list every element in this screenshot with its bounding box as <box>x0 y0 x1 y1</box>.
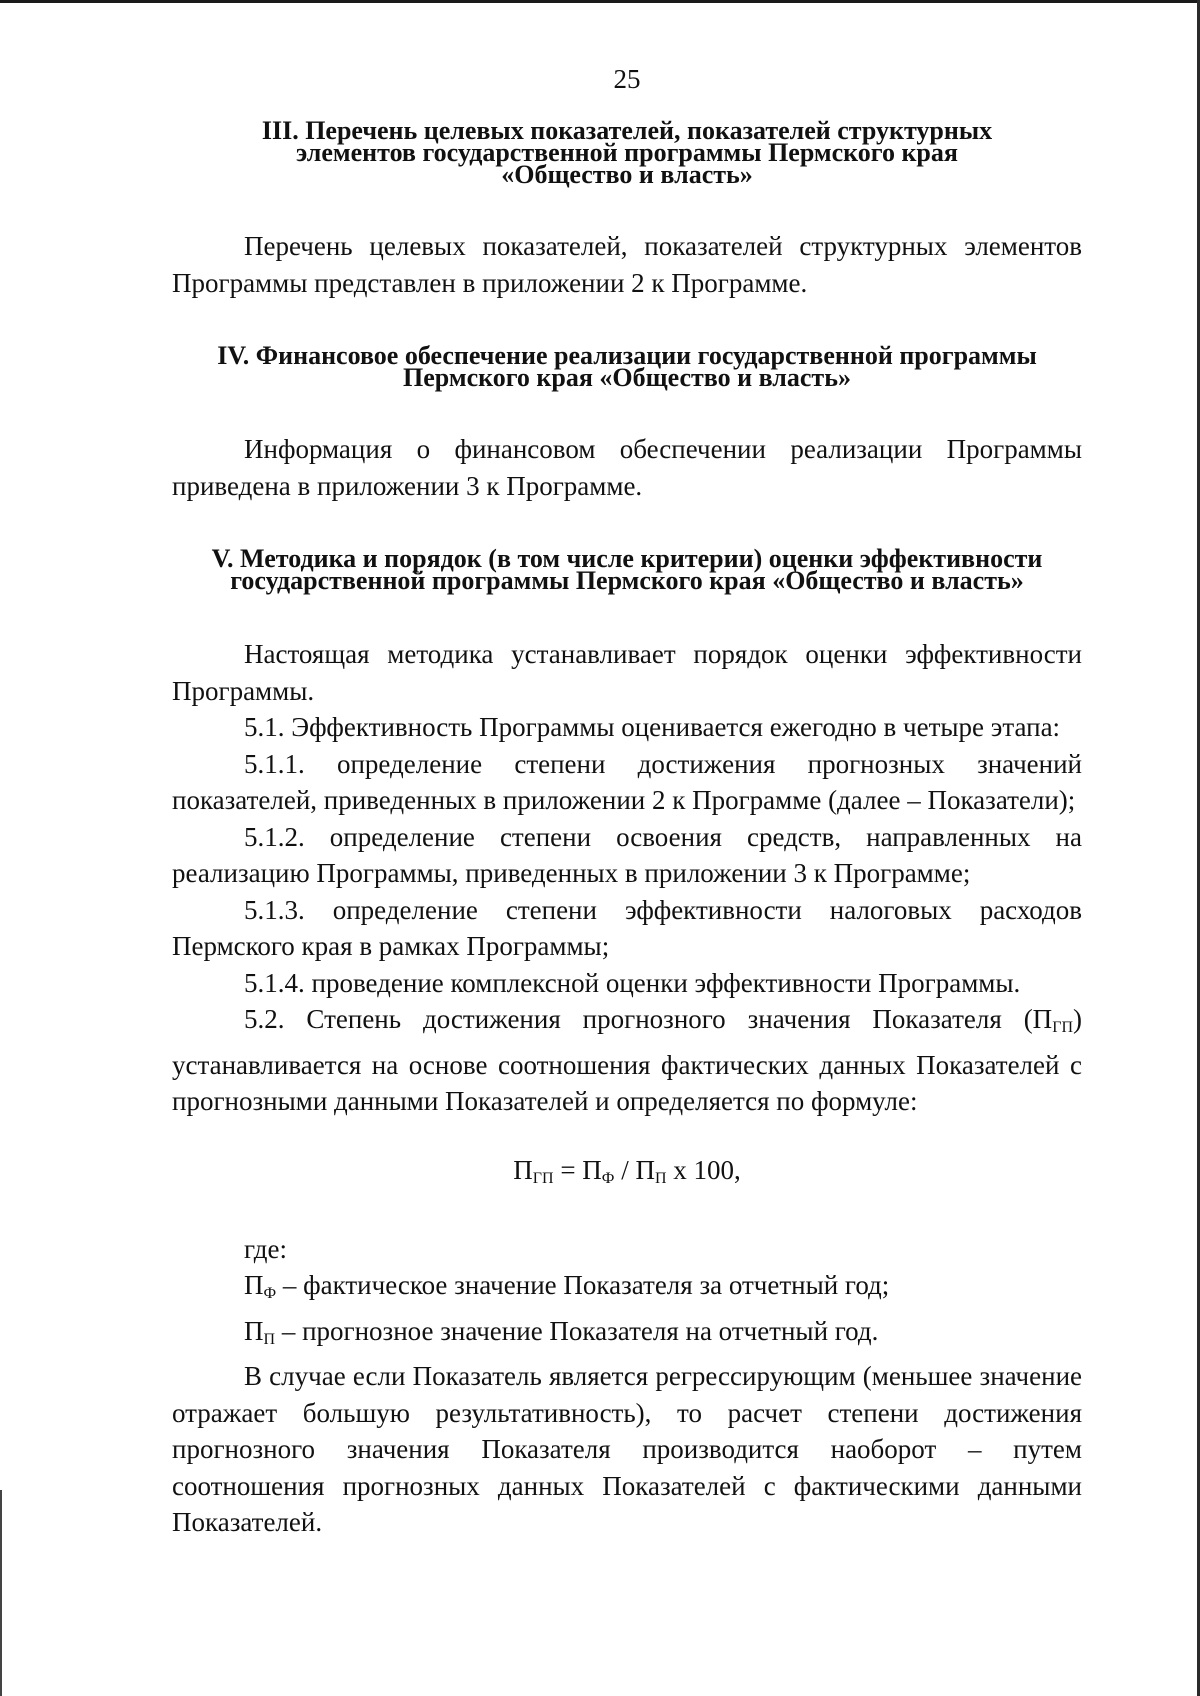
paragraph-5-2-text: 5.2. Степень достижения прогнозного значения Показателя (П <box>244 1004 1053 1034</box>
methodology-intro: Настоящая методика устанавливает порядок оценки эффективности Программы. <box>172 639 1082 706</box>
heading-line: III. Перечень целевых показателей, показателей структурных <box>261 116 993 145</box>
formula <box>172 1152 1082 1197</box>
paragraph-5-1-1: 5.1.1. определение степени достижения прогнозных значений показателей, приведенных в приложении 2 к Программе (далее – Показатели); <box>172 748 1082 815</box>
section-3-heading <box>172 116 1082 189</box>
section-3-paragraph: Перечень целевых показателей, показателей структурных элементов Программы представлен в приложении 2 к Программе. <box>172 231 1082 298</box>
heading-line: V. Методика и порядок (в том числе критерии) оценки эффективности <box>211 544 1043 573</box>
formula-symbol: x 100, <box>666 1154 741 1185</box>
definition-symbol: П <box>244 1315 264 1346</box>
formula-subscript: П <box>654 1169 667 1187</box>
paragraph-5-1-4: 5.1.4. проведение комплексной оценки эффективности Программы. <box>244 967 1021 998</box>
formula-subscript: ГП <box>532 1169 554 1187</box>
heading-line: элементов государственной программы Пермского края <box>296 138 958 167</box>
definition-symbol: П <box>244 1270 264 1300</box>
section-4-paragraph: Информация о финансовом обеспечении реализации Программы приведена в приложении 3 к Программе. <box>172 434 1082 501</box>
subscript: ГП <box>1052 1019 1073 1036</box>
scan-edge-top <box>0 0 1200 3</box>
heading-line: «Общество и власть» <box>501 160 753 189</box>
definition-text: – фактическое значение Показателя за отчетный год; <box>276 1270 890 1300</box>
definition-text: – прогнозное значение Показателя на отчетный год. <box>275 1315 879 1346</box>
definition-actual <box>172 1267 1082 1313</box>
section-5-heading <box>172 544 1082 595</box>
paragraph-5-2-text: ) устанавливается на основе соотношения фактических данных Показателей с прогнозными данными Показателей и определяется по формуле: <box>172 1004 1082 1116</box>
heading-line: государственной программы Пермского края «Общество и власть» <box>230 566 1024 595</box>
document-body <box>172 116 1082 1541</box>
paragraph-5-1: 5.1. Эффективность Программы оценивается ежегодно в четыре этапа: <box>244 712 1061 742</box>
regressing-indicator-paragraph: В случае если Показатель является регрессирующим (меньшее значение отражает большую результативность), то расчет степени достижения прогнозного значения Показателя производится наоборот – путем соотношения прогнозных данных Показателей с фактическими данными Показателей. <box>172 1361 1082 1537</box>
scan-edge-left <box>0 1490 2 1696</box>
page-number: 25 <box>613 64 641 94</box>
definition-subscript: Ф <box>263 1285 277 1302</box>
paragraph-5-1-3: 5.1.3. определение степени эффективности налоговых расходов Пермского края в рамках Программы; <box>172 894 1082 961</box>
definition-forecast <box>172 1313 1082 1359</box>
heading-line: Пермского края «Общество и власть» <box>403 363 851 392</box>
formula-symbol: = П <box>553 1154 602 1185</box>
section-4-heading <box>172 341 1082 392</box>
formula-symbol: / П <box>614 1154 655 1185</box>
formula-subscript: Ф <box>601 1169 615 1187</box>
paragraph-5-1-2: 5.1.2. определение степени освоения средств, направленных на реализацию Программы, приведенных в приложении 3 к Программе; <box>172 821 1082 888</box>
heading-line: IV. Финансовое обеспечение реализации государственной программы <box>217 341 1037 370</box>
paragraph-5-2 <box>172 1001 1082 1120</box>
formula-symbol: П <box>513 1154 533 1185</box>
where-label: где: <box>244 1233 287 1264</box>
definition-subscript: П <box>263 1330 276 1348</box>
